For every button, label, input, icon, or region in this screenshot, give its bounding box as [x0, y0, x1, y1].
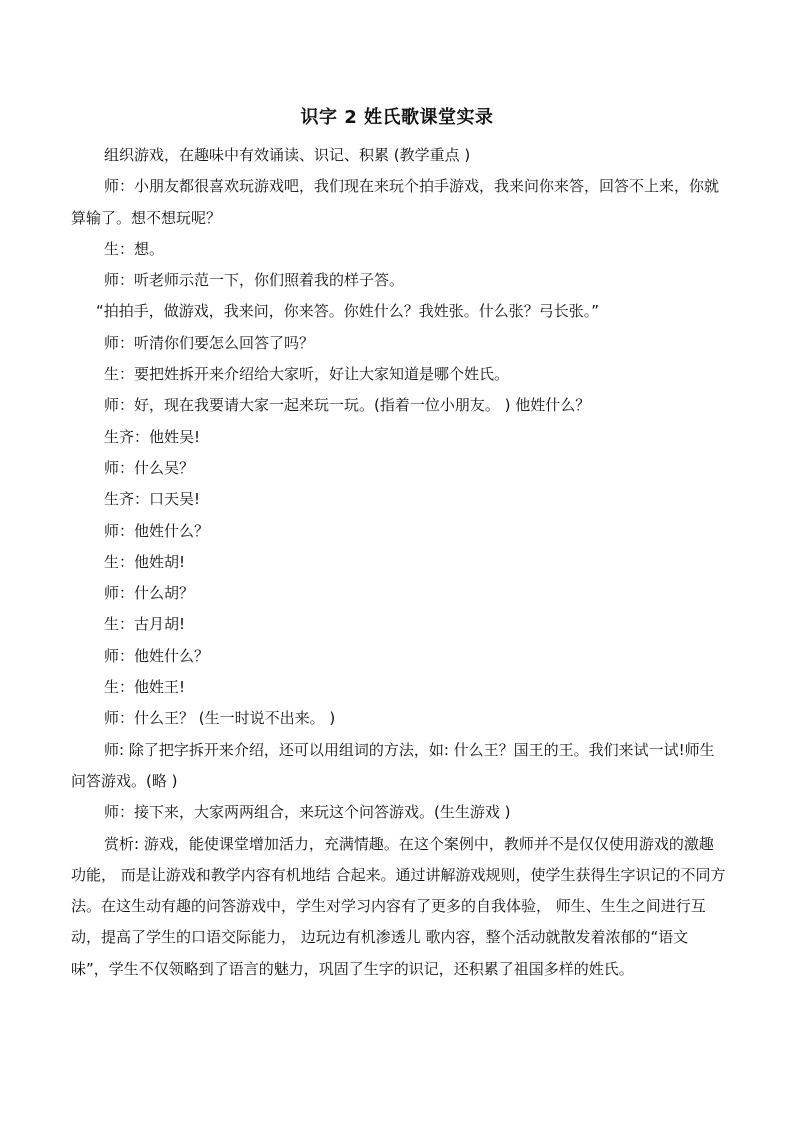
paragraph: 师：接下来，大家两两组合，来玩这个问答游戏。(生生游戏 ) — [104, 803, 511, 822]
paragraph: 生：古月胡! — [104, 615, 186, 634]
paragraph: 师：什么胡？ — [104, 584, 195, 603]
paragraph: 师：听老师示范一下，你们照着我的样子答。 — [104, 271, 405, 290]
paragraph: 生齐：他姓吴! — [104, 427, 201, 446]
paragraph: 生：他姓王! — [104, 678, 186, 697]
paragraph: 师：听清你们要怎么回答了吗？ — [104, 333, 315, 352]
document-title: 识字 2 姓氏歌课堂实录 — [300, 107, 494, 128]
paragraph: 师：他姓什么？ — [104, 646, 210, 665]
paragraph: 师：他姓什么？ — [104, 521, 210, 540]
document-body — [71, 140, 726, 985]
paragraph: 师：什么吴？ — [104, 458, 195, 477]
paragraph: 生齐：口天吴! — [104, 490, 201, 509]
paragraph: 生：想。 — [104, 239, 165, 258]
paragraph: 生：他姓胡! — [104, 552, 186, 571]
paragraph: 师：小朋友都很喜欢玩游戏吧，我们现在来玩个拍手游戏，我来问你来答，回答不上来，你就算输了。想不想玩呢？ — [71, 177, 720, 227]
paragraph: 赏析: 游戏，能使课堂增加活力，充满情趣。在这个案例中，教师并不是仅仅使用游戏的激趣功能， 而是让游戏和教学内容有机地结 合起来。通过讲解游戏规则，使学生获得生字识记的不同方法。在这生动有趣的问答游戏中，学生对学习内容有了更多的自我体验， 师生、生生之间进行互动，提高了学生的口语交际能力， 边玩边有机渗透儿 歌内容，整个活动就散发着浓郁的“语文味”，学生不仅领略到了语言的魅力，巩固了生字的识记，还积累了祖国多样的姓氏。 — [71, 834, 726, 978]
paragraph: 师：什么王？ (生一时说不出来。 ) — [104, 709, 336, 728]
paragraph: 生：要把姓拆开来介绍给大家听，好让大家知道是哪个姓氏。 — [104, 365, 510, 384]
paragraph: “拍拍手，做游戏，我来问，你来答。你姓什么？我姓张。什么张？弓长张。” — [96, 302, 600, 321]
paragraph: 组织游戏，在趣味中有效诵读、识记、积累 (教学重点 ) — [104, 146, 471, 164]
paragraph: 师: 除了把字拆开来介绍，还可以用组词的方法，如: 什么王？国王的王。我们来试一试!师生问答游戏。(略 ) — [71, 740, 715, 790]
paragraph: 师：好，现在我要请大家一起来玩一玩。(指着一位小朋友。 ) 他姓什么？ — [104, 396, 591, 415]
